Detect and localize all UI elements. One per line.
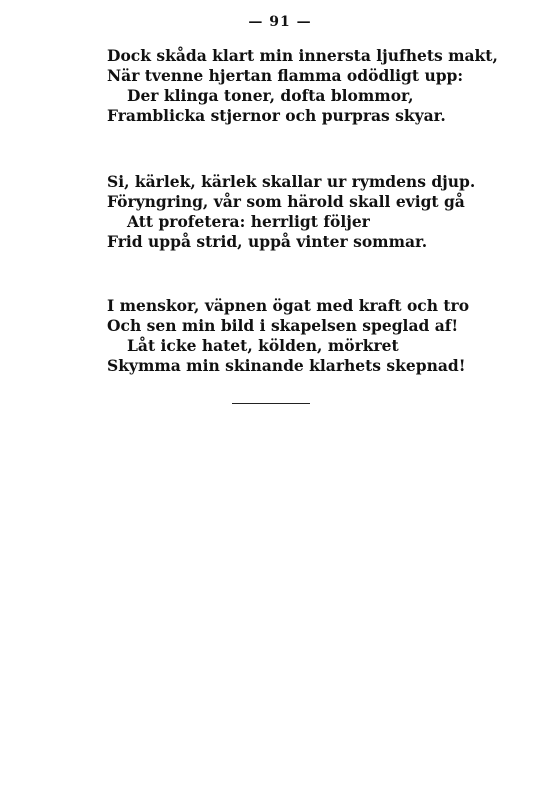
verse-line: Och sen min bild i skapelsen speglad af!	[107, 316, 459, 335]
end-rule-divider	[232, 403, 310, 404]
verse-line: Skymma min skinande klarhets skepnad!	[107, 356, 466, 375]
verse-line: Der klinga toner, dofta blommor,	[127, 86, 414, 105]
stanza-3	[107, 296, 527, 376]
verse-line: Låt icke hatet, kölden, mörkret	[127, 336, 399, 355]
verse-line: Frid uppå strid, uppå vinter sommar.	[107, 232, 428, 251]
verse-line: I menskor, väpnen ögat med kraft och tro	[107, 296, 470, 315]
verse-line: Si, kärlek, kärlek skallar ur rymdens djup.	[107, 172, 476, 191]
stanza-1	[107, 46, 527, 126]
verse-line: Dock skåda klart min innersta ljufhets makt,	[107, 46, 498, 65]
verse-line: När tvenne hjertan flamma odödligt upp:	[107, 66, 464, 85]
page-number: — 91 —	[248, 14, 312, 30]
verse-line: Framblicka stjernor och purpras skyar.	[107, 106, 446, 125]
verse-line: Föryngring, vår som härold skall evigt gå	[107, 192, 465, 211]
verse-line: Att profetera: herrligt följer	[127, 212, 370, 231]
stanza-2	[107, 172, 527, 252]
